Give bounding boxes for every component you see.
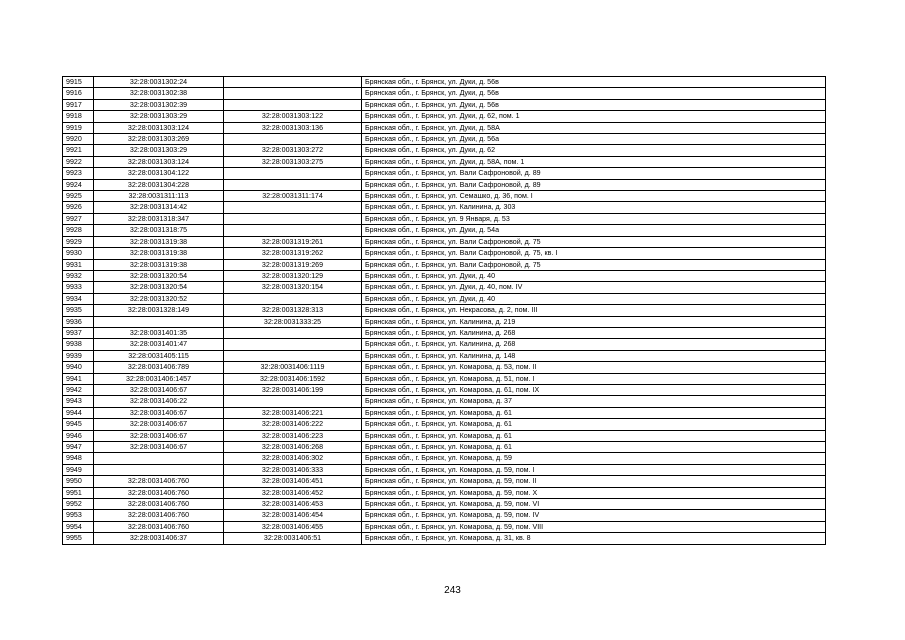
building-cadastral-number-cell xyxy=(224,134,362,145)
cadastral-number-cell: 32:28:0031406:37 xyxy=(94,533,224,544)
row-number-cell: 9941 xyxy=(63,373,94,384)
building-cadastral-number-cell xyxy=(224,213,362,224)
table-row xyxy=(63,476,826,487)
cadastral-number-cell: 32:28:0031302:24 xyxy=(94,77,224,88)
cadastral-number-cell: 32:28:0031302:38 xyxy=(94,88,224,99)
row-number-cell: 9955 xyxy=(63,533,94,544)
cadastral-number-cell: 32:28:0031406:67 xyxy=(94,442,224,453)
cadastral-number-cell xyxy=(94,316,224,327)
cadastral-number-cell: 32:28:0031406:760 xyxy=(94,487,224,498)
cadastral-number-cell: 32:28:0031406:760 xyxy=(94,521,224,532)
row-number-cell: 9940 xyxy=(63,362,94,373)
table-row xyxy=(63,384,826,395)
cadastral-number-cell: 32:28:0031304:122 xyxy=(94,168,224,179)
address-cell: Брянская обл., г. Брянск, ул. Комарова, д. 51, пом. I xyxy=(362,373,826,384)
address-cell: Брянская обл., г. Брянск, ул. Комарова, д. 59 xyxy=(362,453,826,464)
row-number-cell: 9934 xyxy=(63,293,94,304)
address-cell: Брянская обл., г. Брянск, ул. Дуки, д. 62 xyxy=(362,145,826,156)
address-cell: Брянская обл., г. Брянск, ул. Комарова, д. 61, пом. IX xyxy=(362,384,826,395)
cadastral-number-cell: 32:28:0031406:789 xyxy=(94,362,224,373)
address-cell: Брянская обл., г. Брянск, ул. Комарова, д. 59, пом. IV xyxy=(362,510,826,521)
row-number-cell: 9944 xyxy=(63,407,94,418)
table-row xyxy=(63,407,826,418)
row-number-cell: 9920 xyxy=(63,134,94,145)
row-number-cell: 9949 xyxy=(63,464,94,475)
table-row xyxy=(63,77,826,88)
address-cell: Брянская обл., г. Брянск, ул. Калинина, д. 268 xyxy=(362,339,826,350)
building-cadastral-number-cell: 32:28:0031406:1119 xyxy=(224,362,362,373)
cadastral-number-cell: 32:28:0031406:760 xyxy=(94,476,224,487)
cadastral-number-cell: 32:28:0031303:29 xyxy=(94,111,224,122)
building-cadastral-number-cell: 32:28:0031303:122 xyxy=(224,111,362,122)
address-cell: Брянская обл., г. Брянск, ул. Дуки, д. 40 xyxy=(362,270,826,281)
address-cell: Брянская обл., г. Брянск, ул. Дуки, д. 56в xyxy=(362,77,826,88)
cadastral-number-cell: 32:28:0031401:47 xyxy=(94,339,224,350)
row-number-cell: 9953 xyxy=(63,510,94,521)
building-cadastral-number-cell xyxy=(224,99,362,110)
building-cadastral-number-cell: 32:28:0031406:268 xyxy=(224,442,362,453)
row-number-cell: 9918 xyxy=(63,111,94,122)
table-row xyxy=(63,122,826,133)
building-cadastral-number-cell: 32:28:0031406:199 xyxy=(224,384,362,395)
address-cell: Брянская обл., г. Брянск, ул. Комарова, д. 59, пом. I xyxy=(362,464,826,475)
address-cell: Брянская обл., г. Брянск, ул. Комарова, д. 61 xyxy=(362,419,826,430)
building-cadastral-number-cell: 32:28:0031406:455 xyxy=(224,521,362,532)
address-cell: Брянская обл., г. Брянск, ул. Некрасова, д. 2, пом. III xyxy=(362,305,826,316)
table-row xyxy=(63,293,826,304)
address-cell: Брянская обл., г. Брянск, ул. Вали Сафроновой, д. 75 xyxy=(362,259,826,270)
address-cell: Брянская обл., г. Брянск, ул. Дуки, д. 58А, пом. 1 xyxy=(362,156,826,167)
building-cadastral-number-cell xyxy=(224,168,362,179)
row-number-cell: 9919 xyxy=(63,122,94,133)
row-number-cell: 9922 xyxy=(63,156,94,167)
table-row xyxy=(63,442,826,453)
table-row xyxy=(63,213,826,224)
address-cell: Брянская обл., г. Брянск, ул. Дуки, д. 56а xyxy=(362,134,826,145)
row-number-cell: 9932 xyxy=(63,270,94,281)
address-cell: Брянская обл., г. Брянск, ул. Калинина, д. 219 xyxy=(362,316,826,327)
cadastral-number-cell: 32:28:0031406:1457 xyxy=(94,373,224,384)
address-cell: Брянская обл., г. Брянск, ул. Комарова, д. 59, пом. II xyxy=(362,476,826,487)
building-cadastral-number-cell: 32:28:0031303:275 xyxy=(224,156,362,167)
cadastral-number-cell: 32:28:0031303:29 xyxy=(94,145,224,156)
building-cadastral-number-cell: 32:28:0031406:454 xyxy=(224,510,362,521)
row-number-cell: 9938 xyxy=(63,339,94,350)
table-row xyxy=(63,248,826,259)
row-number-cell: 9933 xyxy=(63,282,94,293)
building-cadastral-number-cell: 32:28:0031406:333 xyxy=(224,464,362,475)
cadastral-number-cell: 32:28:0031303:124 xyxy=(94,122,224,133)
row-number-cell: 9925 xyxy=(63,191,94,202)
address-cell: Брянская обл., г. Брянск, ул. Комарова, д. 59, пом. VIII xyxy=(362,521,826,532)
address-cell: Брянская обл., г. Брянск, ул. Комарова, д. 53, пом. II xyxy=(362,362,826,373)
table-row xyxy=(63,339,826,350)
building-cadastral-number-cell: 32:28:0031333:25 xyxy=(224,316,362,327)
building-cadastral-number-cell xyxy=(224,77,362,88)
building-cadastral-number-cell xyxy=(224,293,362,304)
building-cadastral-number-cell xyxy=(224,327,362,338)
building-cadastral-number-cell xyxy=(224,339,362,350)
address-cell: Брянская обл., г. Брянск, ул. Комарова, д. 61 xyxy=(362,407,826,418)
row-number-cell: 9951 xyxy=(63,487,94,498)
table-row xyxy=(63,373,826,384)
row-number-cell: 9945 xyxy=(63,419,94,430)
table-row xyxy=(63,305,826,316)
building-cadastral-number-cell: 32:28:0031406:221 xyxy=(224,407,362,418)
row-number-cell: 9928 xyxy=(63,225,94,236)
cadastral-number-cell: 32:28:0031319:38 xyxy=(94,259,224,270)
row-number-cell: 9917 xyxy=(63,99,94,110)
row-number-cell: 9927 xyxy=(63,213,94,224)
table-row xyxy=(63,453,826,464)
row-number-cell: 9935 xyxy=(63,305,94,316)
address-cell: Брянская обл., г. Брянск, ул. Калинина, д. 148 xyxy=(362,350,826,361)
row-number-cell: 9947 xyxy=(63,442,94,453)
building-cadastral-number-cell: 32:28:0031311:174 xyxy=(224,191,362,202)
table-row xyxy=(63,464,826,475)
address-cell: Брянская обл., г. Брянск, ул. Вали Сафроновой, д. 75 xyxy=(362,236,826,247)
row-number-cell: 9954 xyxy=(63,521,94,532)
address-cell: Брянская обл., г. Брянск, ул. Вали Сафроновой, д. 89 xyxy=(362,179,826,190)
address-cell: Брянская обл., г. Брянск, ул. Комарова, д. 61 xyxy=(362,430,826,441)
cadastral-number-cell: 32:28:0031406:67 xyxy=(94,430,224,441)
table-row xyxy=(63,236,826,247)
table-row xyxy=(63,225,826,236)
address-cell: Брянская обл., г. Брянск, ул. Комарова, д. 31, кв. 8 xyxy=(362,533,826,544)
building-cadastral-number-cell: 32:28:0031328:313 xyxy=(224,305,362,316)
building-cadastral-number-cell: 32:28:0031320:154 xyxy=(224,282,362,293)
table-row xyxy=(63,259,826,270)
table-row xyxy=(63,327,826,338)
table-row xyxy=(63,430,826,441)
table-row xyxy=(63,533,826,544)
table-row xyxy=(63,156,826,167)
row-number-cell: 9942 xyxy=(63,384,94,395)
cadastral-number-cell: 32:28:0031401:35 xyxy=(94,327,224,338)
building-cadastral-number-cell: 32:28:0031406:453 xyxy=(224,499,362,510)
row-number-cell: 9952 xyxy=(63,499,94,510)
table-row xyxy=(63,510,826,521)
building-cadastral-number-cell: 32:28:0031406:302 xyxy=(224,453,362,464)
building-cadastral-number-cell: 32:28:0031303:136 xyxy=(224,122,362,133)
row-number-cell: 9916 xyxy=(63,88,94,99)
cadastral-number-cell: 32:28:0031319:38 xyxy=(94,248,224,259)
cadastral-number-cell: 32:28:0031314:42 xyxy=(94,202,224,213)
address-cell: Брянская обл., г. Брянск, ул. Калинина, д. 268 xyxy=(362,327,826,338)
cadastral-number-cell: 32:28:0031328:149 xyxy=(94,305,224,316)
building-cadastral-number-cell xyxy=(224,350,362,361)
table-row xyxy=(63,88,826,99)
cadastral-number-cell: 32:28:0031406:22 xyxy=(94,396,224,407)
table-row xyxy=(63,419,826,430)
row-number-cell: 9950 xyxy=(63,476,94,487)
building-cadastral-number-cell: 32:28:0031303:272 xyxy=(224,145,362,156)
row-number-cell: 9948 xyxy=(63,453,94,464)
row-number-cell: 9929 xyxy=(63,236,94,247)
cadastral-number-cell: 32:28:0031406:760 xyxy=(94,499,224,510)
cadastral-number-cell: 32:28:0031320:54 xyxy=(94,282,224,293)
cadastral-number-cell: 32:28:0031406:67 xyxy=(94,419,224,430)
table-row xyxy=(63,168,826,179)
cadastral-number-cell: 32:28:0031304:228 xyxy=(94,179,224,190)
building-cadastral-number-cell: 32:28:0031406:51 xyxy=(224,533,362,544)
table-row xyxy=(63,270,826,281)
cadastral-number-cell: 32:28:0031318:75 xyxy=(94,225,224,236)
row-number-cell: 9936 xyxy=(63,316,94,327)
cadastral-number-cell: 32:28:0031405:115 xyxy=(94,350,224,361)
address-cell: Брянская обл., г. Брянск, ул. Комарова, д. 59, пом. X xyxy=(362,487,826,498)
table-row xyxy=(63,99,826,110)
row-number-cell: 9937 xyxy=(63,327,94,338)
row-number-cell: 9921 xyxy=(63,145,94,156)
table-row xyxy=(63,134,826,145)
page-number: 243 xyxy=(444,585,461,596)
building-cadastral-number-cell: 32:28:0031320:129 xyxy=(224,270,362,281)
row-number-cell: 9946 xyxy=(63,430,94,441)
table-row xyxy=(63,179,826,190)
address-cell: Брянская обл., г. Брянск, ул. Дуки, д. 54а xyxy=(362,225,826,236)
table-row xyxy=(63,111,826,122)
building-cadastral-number-cell: 32:28:0031319:269 xyxy=(224,259,362,270)
address-cell: Брянская обл., г. Брянск, ул. Дуки, д. 56в xyxy=(362,88,826,99)
table-row xyxy=(63,350,826,361)
cadastral-number-cell xyxy=(94,453,224,464)
table-row xyxy=(63,521,826,532)
row-number-cell: 9915 xyxy=(63,77,94,88)
table-row xyxy=(63,362,826,373)
cadastral-number-cell: 32:28:0031406:67 xyxy=(94,384,224,395)
building-cadastral-number-cell: 32:28:0031319:261 xyxy=(224,236,362,247)
table-row xyxy=(63,396,826,407)
cadastral-number-cell: 32:28:0031406:67 xyxy=(94,407,224,418)
row-number-cell: 9930 xyxy=(63,248,94,259)
building-cadastral-number-cell xyxy=(224,88,362,99)
table-row xyxy=(63,487,826,498)
address-cell: Брянская обл., г. Брянск, ул. Дуки, д. 62, пом. 1 xyxy=(362,111,826,122)
table-row xyxy=(63,316,826,327)
address-cell: Брянская обл., г. Брянск, ул. Дуки, д. 56в xyxy=(362,99,826,110)
address-cell: Брянская обл., г. Брянск, ул. 9 Января, д. 53 xyxy=(362,213,826,224)
address-cell: Брянская обл., г. Брянск, ул. Вали Сафроновой, д. 89 xyxy=(362,168,826,179)
building-cadastral-number-cell: 32:28:0031406:451 xyxy=(224,476,362,487)
building-cadastral-number-cell xyxy=(224,396,362,407)
cadastral-number-cell: 32:28:0031319:38 xyxy=(94,236,224,247)
table-row xyxy=(63,202,826,213)
cadastral-number-cell: 32:28:0031303:269 xyxy=(94,134,224,145)
cadastral-number-cell: 32:28:0031320:54 xyxy=(94,270,224,281)
building-cadastral-number-cell: 32:28:0031319:262 xyxy=(224,248,362,259)
address-cell: Брянская обл., г. Брянск, ул. Калинина, д. 303 xyxy=(362,202,826,213)
building-cadastral-number-cell: 32:28:0031406:452 xyxy=(224,487,362,498)
address-cell: Брянская обл., г. Брянск, ул. Комарова, д. 61 xyxy=(362,442,826,453)
row-number-cell: 9926 xyxy=(63,202,94,213)
address-cell: Брянская обл., г. Брянск, ул. Дуки, д. 58А xyxy=(362,122,826,133)
address-cell: Брянская обл., г. Брянск, ул. Дуки, д. 40 xyxy=(362,293,826,304)
cadastral-number-cell: 32:28:0031302:39 xyxy=(94,99,224,110)
address-cell: Брянская обл., г. Брянск, ул. Комарова, д. 59, пом. VI xyxy=(362,499,826,510)
building-cadastral-number-cell xyxy=(224,225,362,236)
row-number-cell: 9939 xyxy=(63,350,94,361)
table-row xyxy=(63,499,826,510)
table-row xyxy=(63,191,826,202)
cadastral-number-cell: 32:28:0031320:52 xyxy=(94,293,224,304)
registry-table xyxy=(62,76,826,545)
cadastral-number-cell: 32:28:0031303:124 xyxy=(94,156,224,167)
building-cadastral-number-cell: 32:28:0031406:222 xyxy=(224,419,362,430)
table-row xyxy=(63,145,826,156)
table-row xyxy=(63,282,826,293)
address-cell: Брянская обл., г. Брянск, ул. Семашко, д. 36, пом. I xyxy=(362,191,826,202)
cadastral-number-cell: 32:28:0031406:760 xyxy=(94,510,224,521)
cadastral-number-cell xyxy=(94,464,224,475)
building-cadastral-number-cell: 32:28:0031406:223 xyxy=(224,430,362,441)
row-number-cell: 9931 xyxy=(63,259,94,270)
building-cadastral-number-cell xyxy=(224,179,362,190)
address-cell: Брянская обл., г. Брянск, ул. Комарова, д. 37 xyxy=(362,396,826,407)
registry-table-body xyxy=(63,77,826,545)
row-number-cell: 9924 xyxy=(63,179,94,190)
address-cell: Брянская обл., г. Брянск, ул. Вали Сафроновой, д. 75, кв. I xyxy=(362,248,826,259)
building-cadastral-number-cell: 32:28:0031406:1592 xyxy=(224,373,362,384)
row-number-cell: 9923 xyxy=(63,168,94,179)
address-cell: Брянская обл., г. Брянск, ул. Дуки, д. 40, пом. IV xyxy=(362,282,826,293)
building-cadastral-number-cell xyxy=(224,202,362,213)
cadastral-number-cell: 32:28:0031318:347 xyxy=(94,213,224,224)
row-number-cell: 9943 xyxy=(63,396,94,407)
cadastral-number-cell: 32:28:0031311:113 xyxy=(94,191,224,202)
